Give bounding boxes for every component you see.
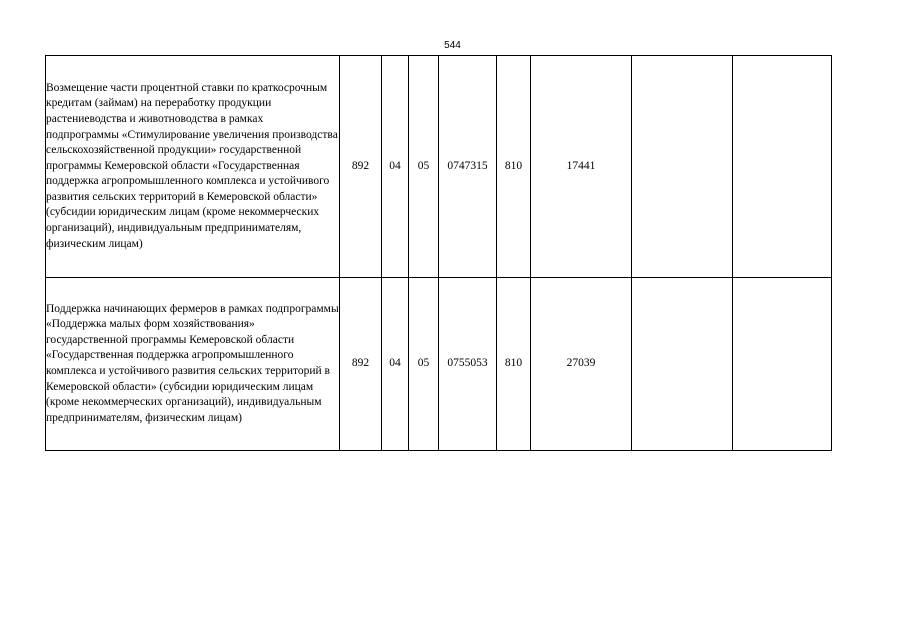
ministry-code-cell: 892 xyxy=(340,278,382,451)
subsection-code-cell: 05 xyxy=(409,56,439,278)
empty-cell xyxy=(632,278,733,451)
empty-cell xyxy=(733,278,832,451)
section-code-cell: 04 xyxy=(382,278,409,451)
row-description: Поддержка начинающих фермеров в рамках подпрограммы «Поддержка малых форм хозяйствования» государственной программы Кемеровской области «Государственная поддержка агропромышленного комплекса и устойчивого развития сельских территорий в Кемеровской области» (субсидии юридическим лицам (кроме некоммерческих организаций), индивидуальным предпринимателям, физическим лицам) xyxy=(46,278,340,451)
subsection-code-cell: 05 xyxy=(409,278,439,451)
expense-type-cell: 810 xyxy=(497,278,531,451)
page-number: 544 xyxy=(444,40,461,51)
target-code-cell: 0747315 xyxy=(439,56,497,278)
budget-table xyxy=(45,55,832,451)
ministry-code-cell: 892 xyxy=(340,56,382,278)
empty-cell xyxy=(632,56,733,278)
target-code-cell: 0755053 xyxy=(439,278,497,451)
row-description: Возмещение части процентной ставки по краткосрочным кредитам (займам) на переработку продукции растениеводства и животноводства в рамках подпрограммы «Стимулирование увеличения производства сельскохозяйственной продукции» государственной программы Кемеровской области «Государственная поддержка агропромышленного комплекса и устойчивого развития сельских территорий в Кемеровской области» (субсидии юридическим лицам (кроме некоммерческих организаций), индивидуальным предпринимателям, физическим лицам) xyxy=(46,56,340,278)
amount-cell: 17441 xyxy=(531,56,632,278)
empty-cell xyxy=(733,56,832,278)
section-code-cell: 04 xyxy=(382,56,409,278)
amount-cell: 27039 xyxy=(531,278,632,451)
expense-type-cell: 810 xyxy=(497,56,531,278)
table-row xyxy=(46,56,832,278)
table-row xyxy=(46,278,832,451)
